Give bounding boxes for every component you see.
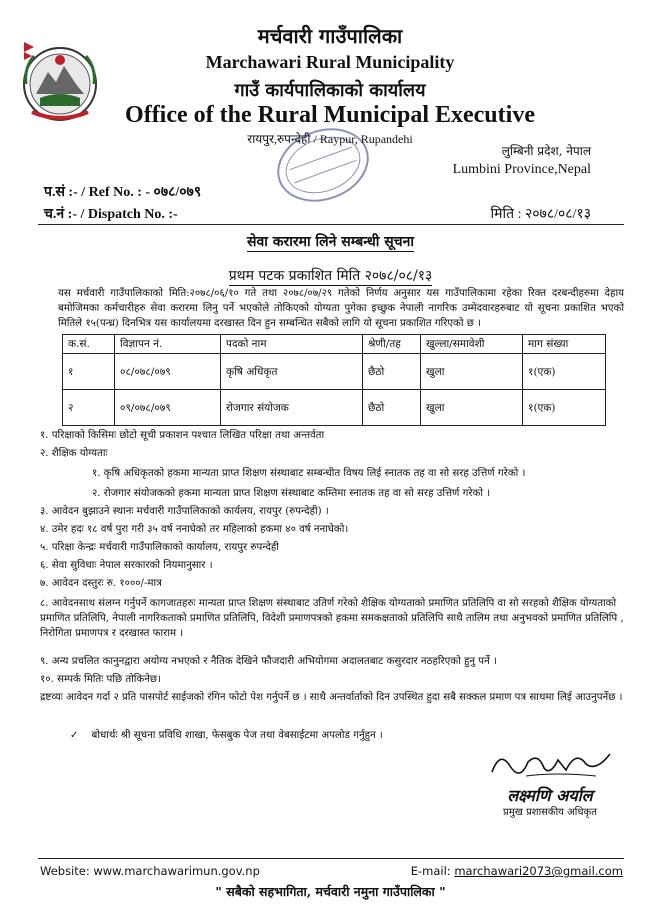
check-icon: ✓ [70,730,79,741]
item-qualification-employment: २. रोजगार संयोजकको हकमा मान्यता प्राप्त शिक्षण संस्थाबाट कम्तिमा स्नातक तह वा सो सरह उत्तिर्ण गरेको । [92,488,491,499]
table-cell: छैठो [363,354,421,390]
table-cell: ०८/०७८/०७९ [115,354,221,390]
office-address: रायपुर,रुपन्देही / Raypur, Rupandehi [247,132,413,146]
header-divider [38,224,624,225]
item-eligibility: ९. अन्य प्रचलित कानुनद्वारा अयोग्य नभएको र नैतिक देखिने फौजदारी अभियोगमा अदालतबाट कसुरदार नठहरिएको हुनु पर्ने । [40,656,497,667]
item-submission-place: ३. आवेदन बुझाउने स्थानः मर्चवारी गाउँपालिकाको कार्यलय, रायपुर (रुपन्देही) । [40,506,329,517]
col-header: श्रेणी/तह [363,335,421,354]
item-qualification-agri: १. कृषि अधिकृतको हकमा मान्यता प्राप्त शिक्षण संस्थाबाट सम्बन्धीत विषय लिई स्नातक तह वा सो सरह उत्तिर्ण गरेको । [92,468,526,479]
col-header: क.सं. [63,335,115,354]
notice-title-text: सेवा करारमा लिने सम्बन्धी सूचना [247,234,414,250]
footer-slogan: " सबैको सहभागिता, मर्चवारी नमुना गाउँपालिका " [215,884,446,899]
table-header-row [63,335,606,354]
table-cell: २ [63,390,115,426]
dispatch-number: च.नं :- / Dispatch No. :- [44,207,178,222]
notice-intro: यस मर्चवारी गाउँपालिकाको मिति:२०७८/०६/१० गते तथा २०७८/०७/२९ गतेको निर्णय अनुसार यस गाउँपालिकामा रहेका रिक्त दरबन्दीहरुमा देहाय बमोजिमका कर्मचारीहरु सेवा करारमा लिनु पर्ने भएकोले तोकिएको योग्यता पुगेका इच्छुक नेपाली नागरिक उम्मेदवारहरुबाट यो सूचना प्रकाशित भएको मितिले १५(पन्ध्र) दिनभित्र यस कार्यालयमा दरखास्त दिन हुन सम्बन्धित सबैको लागि यो सूचना प्रकाशित गरिएको छ । [58,288,624,329]
table-row [63,354,606,390]
item-contact-date: १०. सम्पर्क मितिः पछि तोकिनेछ। [40,674,161,685]
published-date-text: प्रथम पटक प्रकाशित मिति २०७८/०८/१३ [228,268,433,284]
item-documents: ८. आवेदनसाथ संलग्न गर्नुपर्ने कागजातहरुः मान्यता प्राप्त शिक्षण संस्थाबाट उतिर्ण गरेको शैक्षिक योग्यताको प्रमाणित प्रतिलिपि वा सो सरहको शैक्षिक योग्यताको प्रमाणित प्रतिलिपि, नेपाली नागरिकताको प्रमाणित प्रतिलिपि, विदेशी प्रमाणपत्रको हकमा समकक्षताको प्रतिलिपि साथै तालिम तथा अनुभवको प्रमाणित प्रतिलिपि , निरोगिता प्रमाणपत्र र दरखास्त फाराम । [40,598,624,639]
signatory-name: लक्ष्मणि अर्याल [507,786,593,805]
municipality-name-np: मर्चवारी गाउँपालिका [257,24,403,48]
item-note: द्रष्टव्यः आवेदन गर्दा २ प्रति पासपोर्ट साईजको रंगिन फोटो पेश गर्नुपर्ने छ । साथै अन्तर्वार्ताको दिन उपस्थित हुदा सबै सक्कल प्रमाण पत्र साथमा लिई आउनुपर्नेछ । [40,692,623,703]
signature-icon [486,742,616,782]
table-cell: कृषि अधिकृत [221,354,363,390]
email-label: E-mail: [410,864,455,878]
footer-website[interactable]: Website: www.marchawarimun.gov.np [40,864,260,878]
table-cell: १ [63,354,115,390]
issue-date: मिति : २०७८/०८/१३ [490,207,591,222]
item-exam-center: ५. परिक्षा केन्द्रः मर्चवारी गाउँपालिकाको कार्यालय, रायपुर रुपन्देही [40,542,279,553]
signatory-title: प्रमुख प्रशासकीय अधिकृत [503,807,597,818]
item-qualification: २. शैक्षिक योग्यताः [40,448,108,459]
table-cell: खुला [421,390,523,426]
province-np: लुम्बिनी प्रदेश, नेपाल [501,144,591,158]
table-row [63,390,606,426]
item-cc-text: बोधार्थः श्री सूचना प्रविधि शाखा, फेसबुक पेज तथा वेबसाईटमा अपलोड गर्नुहुन । [91,730,383,741]
email-link[interactable]: marchawari2073@gmail.com [454,864,623,878]
col-header: विज्ञापन नं. [115,335,221,354]
table-cell: ०९/०७८/०७९ [115,390,221,426]
col-header: पदको नाम [221,335,363,354]
item-exam-type: १. परिक्षाको किसिमः छोटो सूची प्रकाशन पश्चात लिखित परिक्षा तथा अन्तर्वता [40,430,325,441]
office-name-np: गाउँ कार्यपालिकाको कार्यालय [234,80,426,101]
published-date [0,266,661,285]
municipality-name-en: Marchawari Rural Municipality [205,52,455,72]
item-age-limit: ४. उमेर हदः १८ वर्ष पुरा गरी ३५ वर्ष ननाघेको तर महिलाको हकमा ४० वर्ष ननाघेको। [40,524,349,535]
posts-table [62,334,606,426]
province-en: Lumbini Province,Nepal [452,162,591,177]
notice-title [0,232,661,251]
footer-email[interactable] [411,864,623,878]
footer-divider [38,858,624,859]
ref-number: प.सं :- / Ref No. : - ०७८/०७९ [44,185,202,200]
item-benefits: ६. सेवा सुविधाः नेपाल सरकारको नियमानुसार । [40,560,213,571]
table-cell: १(एक) [523,390,606,426]
item-fee: ७. आवेदन दस्तुरः रु. १०००/-मात्र [40,578,162,589]
table-cell: रोजगार संयोजक [221,390,363,426]
table-cell: खुला [421,354,523,390]
table-cell: १(एक) [523,354,606,390]
col-header: खुल्ला/समावेशी [421,335,523,354]
item-cc [70,728,626,743]
office-name-en: Office of the Rural Municipal Executive [125,102,535,128]
office-stamp-icon [268,110,378,220]
table-cell: छैठो [363,390,421,426]
col-header: माग संख्या [523,335,606,354]
